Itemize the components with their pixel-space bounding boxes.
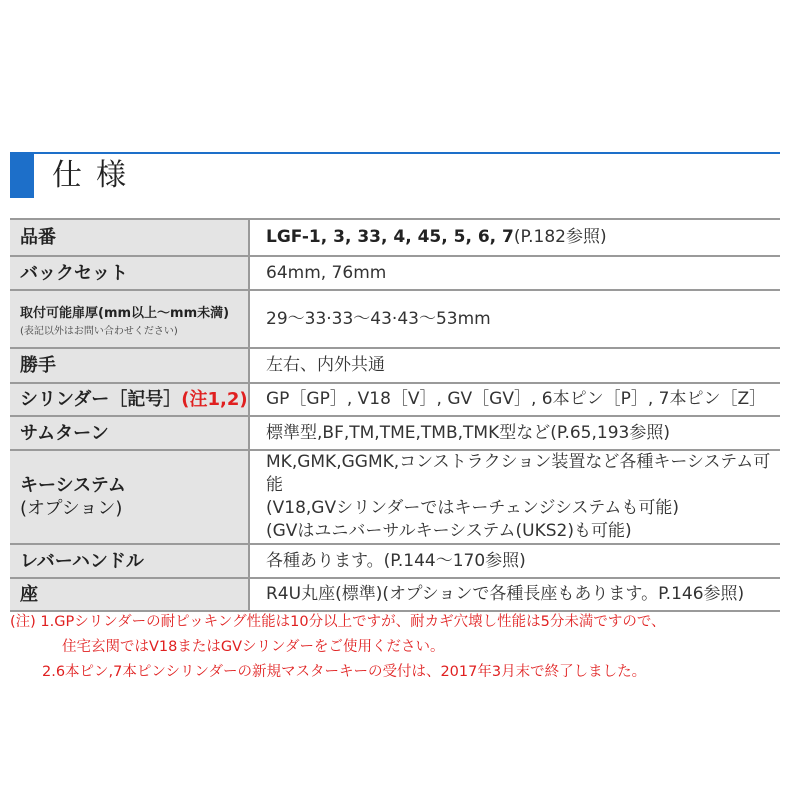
row-value — [249, 450, 780, 544]
table-row — [10, 219, 780, 256]
header-accent-bar — [10, 152, 34, 198]
row-label: 座 — [10, 578, 249, 611]
table-row — [10, 578, 780, 611]
model-reference: (P.182参照) — [513, 227, 607, 247]
row-value: 64mm, 76mm — [249, 256, 780, 290]
row-label — [10, 290, 249, 348]
table-row — [10, 544, 780, 578]
row-label: 勝手 — [10, 348, 249, 383]
table-row — [10, 348, 780, 383]
key-system-line: MK,GMK,GGMK,コンストラクション装置など各種キーシステム可能 — [266, 452, 771, 495]
row-value: R4U丸座(標準)(オプションで各種長座もあります。P.146参照) — [249, 578, 780, 611]
row-value: 左右、内外共通 — [249, 348, 780, 383]
model-numbers: LGF-1, 3, 33, 4, 45, 5, 6, 7 — [266, 227, 514, 247]
section-header — [10, 152, 780, 204]
row-label: サムターン — [10, 416, 249, 450]
table-row — [10, 290, 780, 348]
cylinder-note-ref: (注1,2) — [181, 389, 248, 410]
row-value: 各種あります。(P.144〜170参照) — [249, 544, 780, 578]
row-value: 標準型,BF,TM,TME,TMB,TMK型など(P.65,193参照) — [249, 416, 780, 450]
key-system-line: (GVはユニバーサルキーシステム(UKS2)も可能) — [266, 521, 632, 541]
row-label — [10, 450, 249, 544]
row-value: 29〜33·33〜43·43〜53mm — [249, 290, 780, 348]
door-thickness-sublabel: (表記以外はお問い合わせください) — [20, 325, 178, 337]
cylinder-label: シリンダー［記号］ — [20, 389, 182, 410]
door-thickness-label: 取付可能扉厚(mm以上〜mm未満) — [20, 305, 230, 321]
table-row — [10, 450, 780, 544]
row-label — [10, 383, 249, 416]
section-title: 仕様 — [52, 158, 140, 193]
table-row — [10, 383, 780, 416]
key-system-option: (オプション) — [20, 498, 123, 519]
row-value: GP［GP］, V18［V］, GV［GV］, 6本ピン［P］, 7本ピン［Z］ — [249, 383, 780, 416]
row-label: 品番 — [10, 219, 249, 256]
row-label: レバーハンドル — [10, 544, 249, 578]
row-value — [249, 219, 780, 256]
footnote-line: 2.6本ピン,7本ピンシリンダーの新規マスターキーの受付は、2017年3月末で終了しました。 — [42, 664, 647, 680]
key-system-line: (V18,GVシリンダーではキーチェンジシステムも可能) — [266, 498, 679, 518]
row-label: バックセット — [10, 256, 249, 290]
table-row — [10, 256, 780, 290]
key-system-label: キーシステム — [20, 475, 126, 496]
header-rule — [34, 152, 780, 154]
footnote-line: 住宅玄関ではV18またはGVシリンダーをご使用ください。 — [62, 639, 445, 655]
footnotes — [10, 610, 785, 685]
table-row — [10, 416, 780, 450]
spec-table — [10, 218, 780, 612]
footnote-line: (注) 1.GPシリンダーの耐ピッキング性能は10分以上ですが、耐カギ穴壊し性能は5分未満ですので、 — [10, 614, 666, 630]
